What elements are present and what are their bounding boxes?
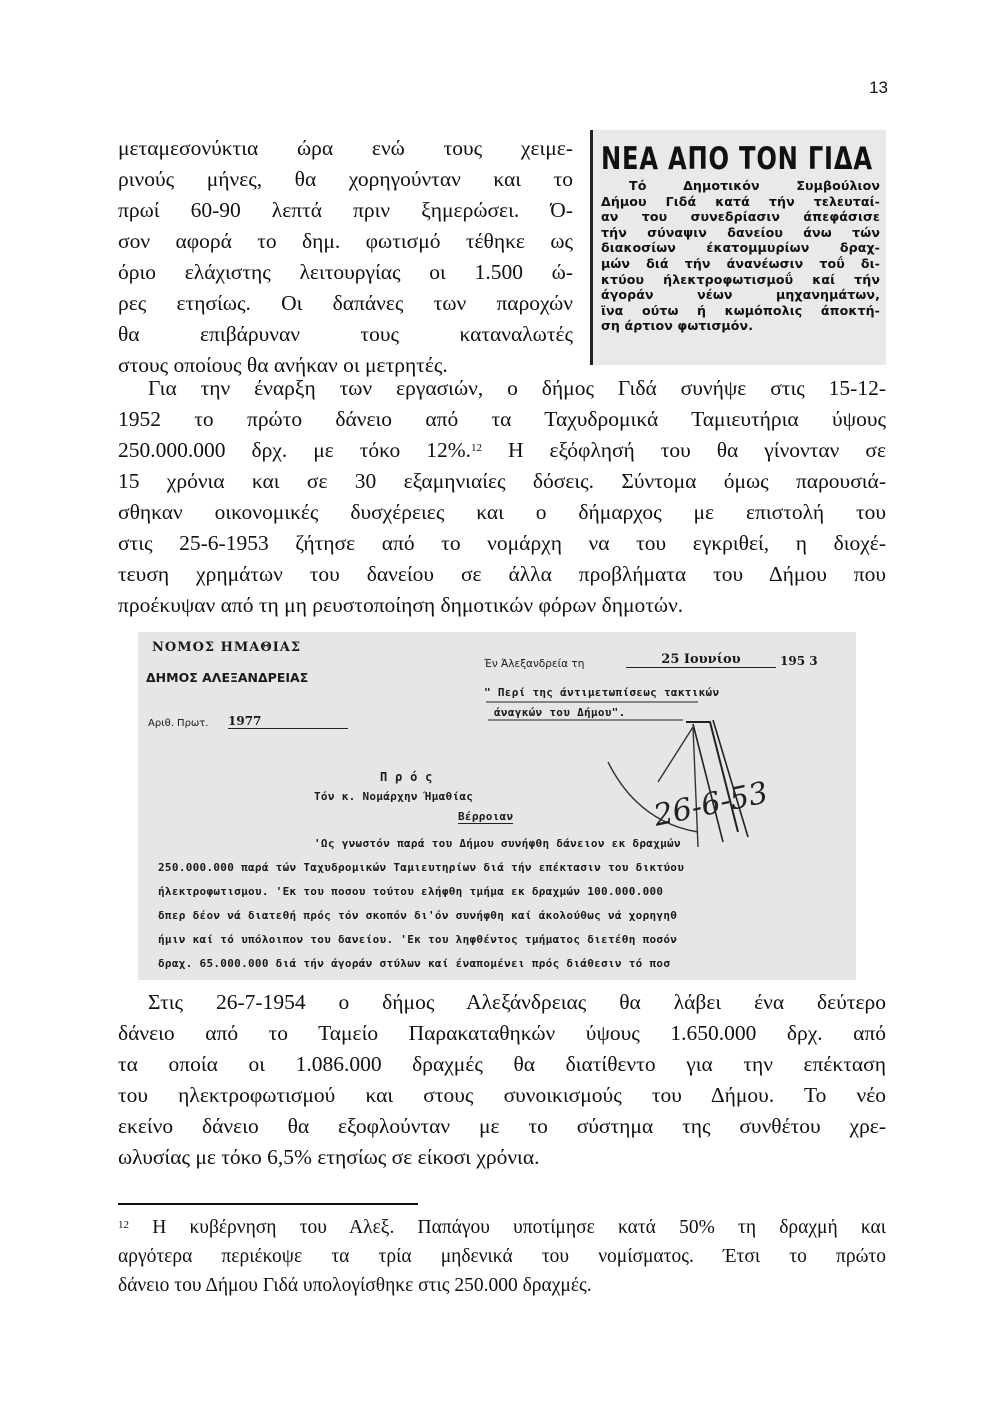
- text-line: [118, 435, 886, 466]
- clipping-line: αν του συνεδρίασιν άπεφάσισε: [601, 209, 880, 225]
- text-line: Στις 26-7-1954 ο δήμος Αλεξάνδρειας θα λάβει ένα δεύτερο: [148, 990, 886, 1014]
- text-line: σθηκαν οικονομικές δυσχέρειες και ο δήμαρχος με επιστολή του: [118, 500, 886, 524]
- text-fragment: 250.000.000 δρχ. με τόκο 12%.: [118, 438, 472, 462]
- text-line: προέκυψαν από τη μη ρευστοποίηση δημοτικών φόρων δημοτών.: [118, 593, 684, 617]
- nomos-header: ΝΟΜΟΣ ΗΜΑΘΙΑΣ: [152, 640, 302, 655]
- subject-line: " Περί της άντιμετωπίσεως τακτικών: [484, 686, 720, 699]
- handwritten-date: 26-6-53: [650, 775, 772, 834]
- subject-line: άναγκών του Δήμου".: [494, 706, 626, 719]
- clipping-line: ϊνα ούτω ή κωμόπολις άποκτή-: [601, 302, 880, 318]
- letter-line: 250.000.000 παρά τών Ταχυδρομικών Ταμιευτηρίων διά τήν επέκτασιν του δικτύου: [158, 861, 685, 874]
- clipping-line: Τό Δημοτικόν Συμβούλιον: [629, 178, 880, 193]
- paragraph-loan: [118, 373, 886, 621]
- date-prefix: Έν Άλεξανδρεία τη: [484, 658, 585, 670]
- footnote-number: 12: [118, 1219, 129, 1231]
- text-line: Για την έναρξη των εργασιών, ο δήμος Γιδά συνήψε στις 15-12-: [148, 376, 886, 400]
- clipping-line: ση άρτιον φωτισμόν.: [601, 318, 754, 334]
- text-line: του ηλεκτροφωτισμού και στους συνοικισμούς του Δήμου. Το νέο: [118, 1083, 886, 1107]
- protocol-label: Αριθ. Πρωτ.: [148, 718, 209, 729]
- letter-line: ήμιν καί τό υπόλοιπον του δανείου. 'Εκ του ληφθέντος τμήματος διετέθη ποσόν: [158, 933, 678, 946]
- pros-label: Π ρ ό ς: [380, 770, 433, 784]
- footnote-line: αργότερα περιέκοψε τα τρία μηδενικά του νομίσματος. Έτσι το πρώτο: [118, 1246, 886, 1267]
- newspaper-clipping: [590, 130, 886, 365]
- footnote-line: [118, 1213, 886, 1242]
- protocol-number: 1977: [228, 714, 348, 729]
- text-line: 15 χρόνια και σε 30 εξαμηνιαίες δόσεις. Σύντομα όμως παρουσιά-: [118, 469, 886, 493]
- page-number: 13: [869, 78, 888, 97]
- text-line: μεταμεσονύκτια ώρα ενώ τους χειμε-: [118, 136, 573, 160]
- clipping-line: κτύου ήλεκτροφωτισμοΰ καί τήν: [601, 271, 880, 287]
- clipping-line: άγοράν νέων μηχανημάτων,: [601, 287, 880, 303]
- text-line: δάνειο από το Ταμείο Παρακαταθηκών ύψους 1.650.000 δρχ. από: [118, 1021, 886, 1045]
- text-line: στις 25-6-1953 ζήτησε από το νομάρχη να του εγκριθεί, η διοχέ-: [118, 531, 886, 555]
- recipient: Τόν κ. Νομάρχην Ήμαθίας: [314, 790, 474, 803]
- text-line: τευση χρημάτων του δανείου σε άλλα προβλήματα του Δήμου που: [118, 562, 886, 586]
- letter-line: δραχ. 65.000.000 διά τήν άγοράν στύλων καί έναπομένει πρός διάθεσιν τό ποσ: [158, 957, 671, 970]
- footnote: [118, 1213, 886, 1300]
- text-line: ρινούς μήνες, θα χορηγούνταν και το: [118, 167, 573, 191]
- scanned-letter: [138, 632, 856, 980]
- footnote-rule: [118, 1203, 418, 1205]
- letter-line: 'Ως γνωστόν παρά του Δήμου συνήφθη δάνειον εκ δραχμών: [314, 837, 681, 850]
- text-line: τα οποία οι 1.086.000 δραχμές θα διατίθεντο για την επέκταση: [118, 1052, 886, 1076]
- recipient-city: Βέρροιαν: [458, 810, 514, 823]
- text-line: όριο ελάχιστης λειτουργίας οι 1.500 ώ-: [118, 260, 573, 284]
- letter-line: δπερ δέον νά διατεθή πρός τόν σκοπόν δι'όν συνήφθη καί άκολούθως νά χορηγηθ: [158, 909, 678, 922]
- column-paragraph: [118, 133, 573, 381]
- clipping-line: Δήμου Γιδά κατά τήν τελευταί-: [601, 193, 880, 209]
- clipping-line: μών διά τήν άνανέωσιν τοΰ δι-: [601, 255, 880, 271]
- date-year: 195 3: [780, 654, 818, 668]
- text-line: πρωί 60-90 λεπτά πριν ξημερώσει. Ό-: [118, 198, 573, 222]
- footnote-reference[interactable]: 12: [471, 442, 483, 454]
- text-fragment: Η εξόφλησή του θα γίνονταν σε: [482, 438, 886, 462]
- dimos-header: ΔΗΜΟΣ ΑΛΕΞΑΝΔΡΕΙΑΣ: [146, 670, 309, 685]
- text-line: σον αφορά το δημ. φωτισμό τέθηκε ως: [118, 229, 573, 253]
- letter-line: ήλεκτροφωτισμου. 'Εκ του ποσου τούτου ελήφθη τμήμα εκ δραχμών 100.000.000: [158, 885, 664, 898]
- footnote-line: δάνειο του Δήμου Γιδά υπολογίσθηκε στις 250.000 δραχμές.: [118, 1275, 592, 1296]
- text-line: ωλυσίας με τόκο 6,5% ετησίως σε είκοσι χρόνια.: [118, 1145, 540, 1169]
- text-line: θα επιβάρυναν τους καταναλωτές: [118, 322, 573, 346]
- text-line: στους οποίους θα ανήκαν οι μετρητές.: [118, 353, 448, 377]
- date-value: 25 Ιουνίου: [626, 652, 776, 668]
- clipping-headline: ΝΕΑ ΑΠΟ ΤΟΝ ΓΙΔΑ: [601, 141, 873, 177]
- clipping-line: διακοσίων έκατομμυρίων δραχ-: [601, 240, 880, 256]
- text-fragment: Η κυβέρνηση του Αλεξ. Παπάγου υποτίμησε κατά 50% τη δραχμή και: [129, 1217, 886, 1238]
- clipping-line: τήν σύναψιν δανείου άνω τών: [601, 224, 880, 240]
- text-line: 1952 το πρώτο δάνειο από τα Ταχυδρομικά Ταμιευτήρια ύψους: [118, 407, 886, 431]
- paragraph-second-loan: [118, 987, 886, 1173]
- text-line: ρες ετησίως. Οι δαπάνες των παροχών: [118, 291, 573, 315]
- text-line: εκείνο δάνειο θα εξοφλούνταν με το σύστημα της συνθέτου χρε-: [118, 1114, 886, 1138]
